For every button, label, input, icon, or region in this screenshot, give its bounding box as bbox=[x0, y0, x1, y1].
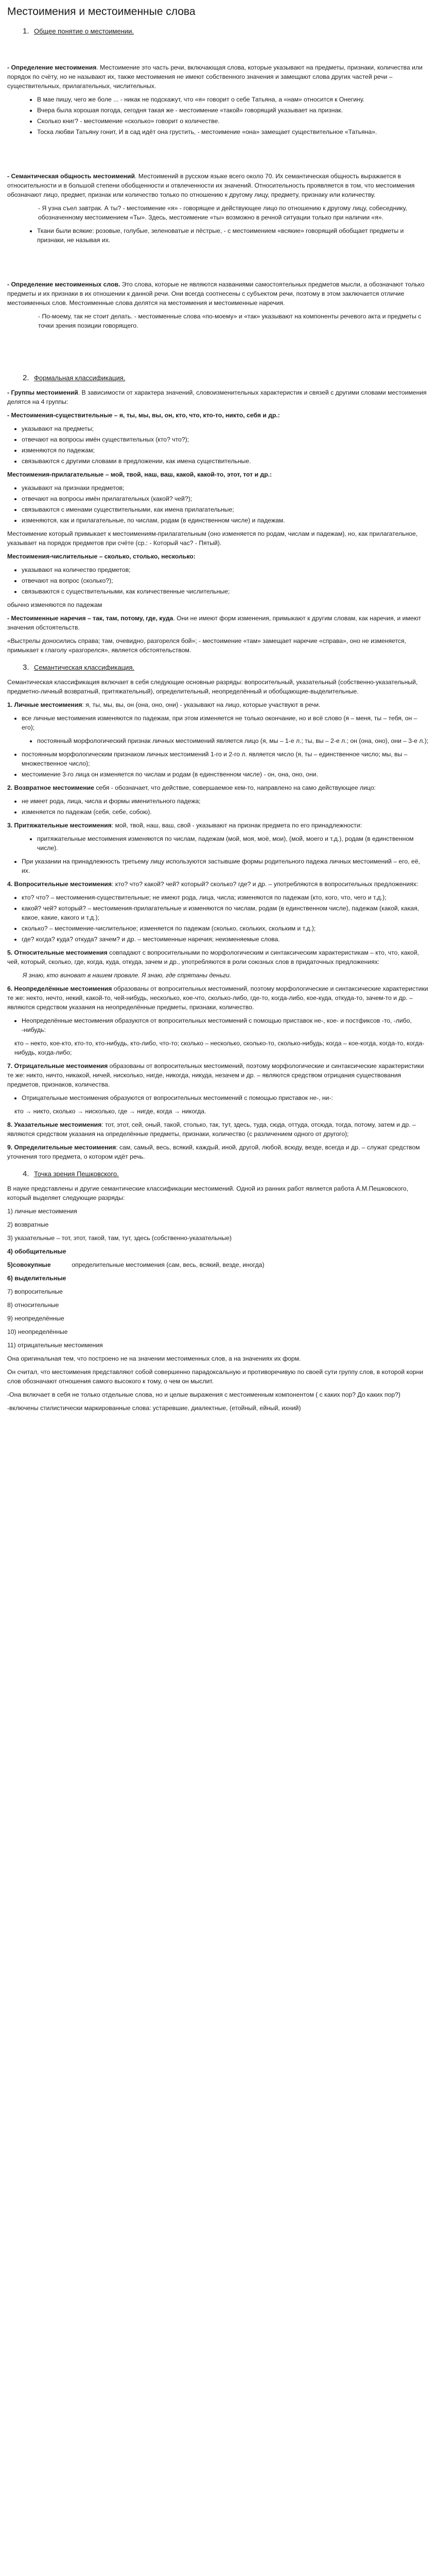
term: 3. Притяжательные местоимения bbox=[7, 822, 112, 829]
example: кто → никто, сколько → нисколько, где → нигде, когда → никогда. bbox=[14, 1108, 206, 1115]
list-item: • не имеет рода, лица, числа и формы именительного падежа; bbox=[22, 796, 429, 806]
list bbox=[7, 714, 429, 732]
term: - Местоимения-существительные – я, ты, мы, вы, он, кто, что, кто-то, никто, себя и др.: bbox=[7, 412, 280, 419]
term: - Семантическая общность местоимений bbox=[7, 173, 135, 180]
text: Это слова, которые не являются названиями самостоятельных предметов мысли, а обозначают только предметы и их признаки в их отношении к данной речи. Они всегда соотнесены с субъектом речи, поэтому в этом заключается отличие местоименных слов. Местоименные слова делятся на местоимения и местоименные наречия. bbox=[7, 281, 425, 307]
list bbox=[7, 1016, 429, 1035]
list-line: 1) личные местоимения bbox=[7, 1208, 77, 1215]
subheading bbox=[7, 411, 429, 420]
text: себя - обозначает, что действие, совершаемое кем-то, направлено на само действующее лицо: bbox=[94, 784, 376, 791]
list-item: • изменяются, как и прилагательные, по числам, родам (в единственном числе) и падежам. bbox=[22, 516, 429, 525]
list-line: 3) указательные – тот, этот, такой, там, тут, здесь (собственно-указательные) bbox=[7, 1234, 232, 1242]
term: Местоимения-числительные – сколько, столько, несколько: bbox=[7, 553, 196, 560]
paragraph bbox=[7, 172, 429, 199]
text: : кто? что? какой? чей? который? сколько? где? и др. – употребляются в вопросительных предложениях: bbox=[112, 880, 418, 888]
list-item: • связываются с другими словами в предложении, как имена существительные. bbox=[22, 456, 429, 466]
text: образованы от вопросительных местоимений, поэтому морфологические и синтаксические характеристики те же: некто, нечто, некий, какой-то, чей-нибудь, несколько, кое-что, сколько-либо, где-то, когда-либо, кое-куда, откуда-то, зачем-то и др. – являются средством указания на неопределённые предметы, признаки, количество. bbox=[7, 985, 428, 1011]
paragraph: -включены стилистически маркированные слова: устаревшие, диалектные, (етойный, ейный, ихний) bbox=[7, 1404, 301, 1412]
spacer bbox=[7, 141, 429, 172]
example: кто – некто, кое-кто, кто-то, кто-нибудь, кто-либо, что-то; сколько – несколько, сколько-то, сколько-нибудь; когда – кое-когда, когда-то, когда-нибудь, когда-либо; bbox=[14, 1040, 425, 1056]
section-heading bbox=[23, 27, 429, 36]
list bbox=[7, 893, 429, 944]
term: 9. Определительные местоимения bbox=[7, 1144, 116, 1151]
term: 8. Указательные местоимения bbox=[7, 1121, 102, 1128]
list-item: • притяжательные местоимения изменяются по числам, падежам (мой, моя, моё, мои), (мой, моего и т.д.), родам (в единственном числе). bbox=[37, 834, 429, 853]
section-heading bbox=[23, 663, 429, 672]
list bbox=[7, 565, 429, 596]
list-line bbox=[7, 1247, 429, 1256]
text: : я, ты, мы, вы, он (она, оно, они) - указывают на лицо, которые участвуют в речи. bbox=[82, 701, 321, 708]
paragraph bbox=[7, 879, 429, 889]
list-line: 2) возвратные bbox=[7, 1221, 49, 1228]
term: 4. Вопросительные местоимения bbox=[7, 880, 112, 888]
section-number: 4. bbox=[23, 1170, 29, 1178]
section-label: Точка зрения Пешковского. bbox=[34, 1170, 119, 1178]
text: . Они не имеют форм изменения, примыкают к другим словам, как наречия, и имеют значения обстоятельств. bbox=[7, 615, 421, 631]
section-heading bbox=[23, 374, 429, 383]
list-item: • отвечают на вопросы имён прилагательных (какой? чей?); bbox=[22, 494, 429, 503]
term: 7. Отрицательные местоимения bbox=[7, 1062, 108, 1070]
list-item: • какой? чей? который? – местоимения-прилагательные и изменяются по числам, родам (в единственном числе), падежам (какой, какая, какое, какие, какого и т.д.); bbox=[22, 904, 429, 922]
text: : тот, этот, сей, оный, такой, столько, так, тут, здесь, туда, сюда, оттуда, отсюда, тогда, потому, затем и др. – являются средством указания на определённые предметы, признаки, количество (с различением одного от другого); bbox=[7, 1121, 416, 1138]
paragraph: Семантическая классификация включает в себя следующие основные разряды: вопросительный, указательный (собственно-указательный, предметно-личный возвратный, притяжательный), определительный, неопределённый и обобщающие-выделительные. bbox=[7, 679, 418, 695]
list-item: - Я узна съел завтрак. А ты? - местоимение «я» - говорящее и действующее лицо по отношению к другому лицу, собеседнику, обозначенному местоимением «Ты». Здесь, местоимение «ты» возможно в речной ситуации только при наличии «я». bbox=[38, 205, 407, 221]
list-line bbox=[7, 1260, 429, 1269]
text: образованы от вопросительных местоимений, поэтому морфологические и синтаксические характеристики те же: никто, ничто, никакой, ничей, нисколько, нигде, никогда, никуда, незачем и др. – являются средством отрицания существования предметов, признаков, количества. bbox=[7, 1062, 424, 1088]
list-item: • местоимение 3-го лица он изменяется по числам и родам (в единственном числе) - он, она, оно, они. bbox=[22, 770, 429, 779]
paragraph bbox=[7, 388, 429, 406]
list-item: • указывают на количество предметов; bbox=[22, 565, 429, 574]
dash-list bbox=[7, 312, 429, 330]
list bbox=[7, 736, 429, 745]
spacer bbox=[7, 41, 429, 63]
list-item: • отвечают на вопрос (сколько?); bbox=[22, 576, 429, 585]
list-item: • Тоска любви Татьяну гонит, И в сад идёт она грустить, - местоимение «она» замещает существительное «Татьяна». bbox=[37, 127, 429, 137]
paragraph: обычно изменяются по падежам bbox=[7, 601, 102, 608]
list-item: • изменяется по падежам (себя, себе, собою). bbox=[22, 807, 429, 817]
paragraph: Местоимение который примыкает к местоимениям-прилагательным (оно изменяется по родам, числам и падежам), но, как прилагательное, указывает на порядок предметов при счёте (ср.: - Который час? - Пятый). bbox=[7, 530, 418, 547]
subheading bbox=[7, 470, 429, 479]
list bbox=[7, 796, 429, 817]
text: . В зависимости от характера значений, словоизменительных характеристик и связей с другими словами местоимения делятся на 4 группы: bbox=[7, 389, 427, 405]
list-line: 7) вопросительные bbox=[7, 1288, 63, 1295]
text: . Местоимение это часть речи, включающая слова, которые указывают на предметы, признаки, количества или порядок по счёту, но не называют их, также местоимения не имеют собственного значения и замещают слова других частей речи – существительных, прилагательных, числительных. bbox=[7, 64, 423, 90]
paragraph bbox=[7, 1143, 429, 1161]
list bbox=[7, 750, 429, 779]
list-line: 8) относительные bbox=[7, 1301, 59, 1309]
term: 6. Неопределённые местоимения bbox=[7, 985, 112, 992]
list-item: • Вчера была хорошая погода, сегодня такая же - местоимение «такой» говорящий указывает на признак. bbox=[37, 106, 429, 115]
subheading bbox=[7, 552, 429, 561]
list-item: • кто? что? – местоимения-существительные; не имеют рода, лица, числа; изменяются по падежам (кто, кого, что, чего и т.д.); bbox=[22, 893, 429, 902]
dash-list bbox=[7, 204, 429, 222]
list-item: - По-моему, так не стоит делать. - местоименные слова «по-моему» и «так» указывают на компоненты речевого акта и предметы с точки зрения позиции говорящего. bbox=[38, 313, 422, 329]
list bbox=[7, 834, 429, 853]
section-heading bbox=[23, 1170, 429, 1179]
list-line: 10) неопределённые bbox=[7, 1328, 68, 1335]
list-item: • указывают на признаки предметов; bbox=[22, 483, 429, 493]
paragraph bbox=[7, 948, 429, 967]
section-label: Общее понятие о местоимении. bbox=[34, 27, 134, 35]
list-line: 9) неопределённые bbox=[7, 1315, 64, 1322]
list-item: • изменяются по падежам; bbox=[22, 446, 429, 455]
text: : мой, твой, наш, ваш, свой - указывают на признак предмета по его принадлежности: bbox=[111, 822, 362, 829]
list-item: • где? когда? куда? откуда? зачем? и др. – местоименные наречия; неизменяемые слова. bbox=[22, 935, 429, 944]
list bbox=[7, 857, 429, 875]
term: 5. Относительные местоимения bbox=[7, 949, 108, 956]
text: . Местоимений в русском языке всего около 70. Их семантическая общность выражается в относительности и в большой степени обобщенности и отвлеченности их значений. Относительность проявляется в том, что местоимения обозначают лицо, предмет, признак или количество только по отношению к другому лицу, предмету, признаку или количеству. bbox=[7, 173, 415, 198]
paragraph: Она оригинальная тем, что построено не на значении местоименных слов, а на значениях их форм. bbox=[7, 1355, 301, 1362]
term: - Определение местоименных слов. bbox=[7, 281, 120, 288]
list-item: • постоянный морфологический признак личных местоимений является лицо (я, мы – 1-е л.; ты, вы – 2-е л.; он (она, оно), они – 3-е л.); bbox=[37, 736, 429, 745]
term: 2. Возвратное местоимение bbox=[7, 784, 94, 791]
list-item: • Неопределённые местоимения образуются от вопросительных местоимений с помощью приставок не-, кое- и постфиксов -то, -либо, -нибудь: bbox=[22, 1016, 429, 1035]
list-item: • связываются с существительными, как количественные числительные; bbox=[22, 587, 429, 596]
list-item: • указывают на предметы; bbox=[22, 424, 429, 433]
paragraph bbox=[7, 1061, 429, 1089]
list-item: • При указании на принадлежность третьему лицу используются застывшие формы родительного падежа личных местоимений – его, её, их. bbox=[22, 857, 429, 875]
section-number: 3. bbox=[23, 663, 29, 672]
paragraph: В науке представлены и другие семантические классификации местоимений. Одной из ранних работ является работа А.М.Пешковского, который выделяет следующие разряды: bbox=[7, 1185, 408, 1201]
list bbox=[7, 1093, 429, 1103]
spacer bbox=[7, 334, 429, 365]
example: Я знаю, кто виноват в нашем провале. Я знаю, где спрятаны деньги. bbox=[23, 972, 232, 979]
list-item: • связываются с именами существительными, как имена прилагательные; bbox=[22, 505, 429, 514]
list bbox=[7, 226, 429, 245]
text: совпадают с вопросительными по морфологическим и синтаксическим характеристикам – кто, что, какой, чей, который, сколько, где, когда, куда, откуда, зачем и др., употребляются в роли союзных слов в придаточных предложениях: bbox=[7, 949, 419, 965]
text: : сам, самый, весь, всякий, каждый, иной, другой, любой, всюду, везде, всегда и др. – служат средством уточнения того предмета, о котором идёт речь. bbox=[7, 1144, 420, 1160]
term: 4) обобщительные bbox=[7, 1248, 66, 1255]
paragraph bbox=[7, 783, 429, 792]
list-item: • Отрицательные местоимения образуются от вопросительных местоимений с помощью приставок не-, ни-: bbox=[22, 1093, 429, 1103]
list bbox=[7, 483, 429, 525]
paragraph: «Выстрелы доносились справа; там, очевидно, разгорелся бой»; - местоимение «там» замещает наречие «справа», оно не изменяется, примыкает к глаголу «разгорелся», является обстоятельством. bbox=[7, 637, 406, 654]
paragraph: Он считал, что местоимения представляют собой совершенно парадоксальную и противоречивую по своей сути группу слов, в которой корни слов обозначают отношения самого высокого к тому, о чем он мыслит. bbox=[7, 1368, 424, 1385]
list bbox=[7, 95, 429, 137]
text: определительные местоимения (сам, весь, всякий, везде, иногда) bbox=[72, 1261, 265, 1268]
paragraph bbox=[7, 280, 429, 308]
list-item: • В мае пишу, чего же боле ... - никак не подскажут, что «я» говорит о себе Татьяна, а «нам» относится к Онегину. bbox=[37, 95, 429, 104]
paragraph bbox=[7, 700, 429, 709]
section-number: 2. bbox=[23, 374, 29, 382]
list-item: • Сколько книг? - местоимение «сколько» говорит о количестве. bbox=[37, 116, 429, 126]
section-number: 1. bbox=[23, 27, 29, 36]
term: 6) выделительные bbox=[7, 1275, 66, 1282]
list-line bbox=[7, 1274, 429, 1283]
term: - Группы местоимений bbox=[7, 389, 78, 396]
term: 5)совокупные bbox=[7, 1261, 51, 1268]
list-item: • отвечают на вопросы имён существительных (кто? что?); bbox=[22, 435, 429, 444]
paragraph bbox=[7, 984, 429, 1012]
paragraph bbox=[7, 1120, 429, 1139]
paragraph bbox=[7, 63, 429, 91]
term: - Определение местоимения bbox=[7, 64, 97, 71]
list-line: 11) отрицательные местоимения bbox=[7, 1342, 103, 1349]
section-label: Формальная классификация. bbox=[34, 374, 126, 382]
list-item: • сколько? – местоимение-числительное; изменяется по падежам (сколько, скольких, скольким и т.д.); bbox=[22, 924, 429, 933]
term: 1. Личные местоимения bbox=[7, 701, 82, 708]
spacer bbox=[7, 249, 429, 280]
section-label: Семантическая классификация. bbox=[34, 664, 134, 671]
term: Местоимения-прилагательные – мой, твой, наш, ваш, какой, какой-то, этот, тот и др.: bbox=[7, 471, 272, 478]
list bbox=[7, 424, 429, 466]
list-item: • все личные местоимения изменяются по падежам, при этом изменяется не только окончание, но и всё слово (я – меня, ты – тебя, он – его); bbox=[22, 714, 429, 732]
page-title: Местоимения и местоименные слова bbox=[7, 6, 196, 18]
list-item: • Ткани были всякие: розовые, голубые, зеленоватые и пёстрые, - с местоимением «всякие» говорящий обобщает предметы и признаки, не называя их. bbox=[37, 226, 429, 245]
paragraph bbox=[7, 614, 429, 632]
term: - Местоименные наречия – так, там, потому, где, куда bbox=[7, 615, 173, 622]
list-item: • постоянным морфологическим признаком личных местоимений 1-го и 2-го л. является число (я, ты – единственное число; мы, вы – множественное число); bbox=[22, 750, 429, 768]
paragraph bbox=[7, 821, 429, 830]
paragraph: -Она включает в себя не только отдельные слова, но и целые выражения с местоименным компонентом ( с каких пор? До каких пор?) bbox=[7, 1391, 400, 1398]
